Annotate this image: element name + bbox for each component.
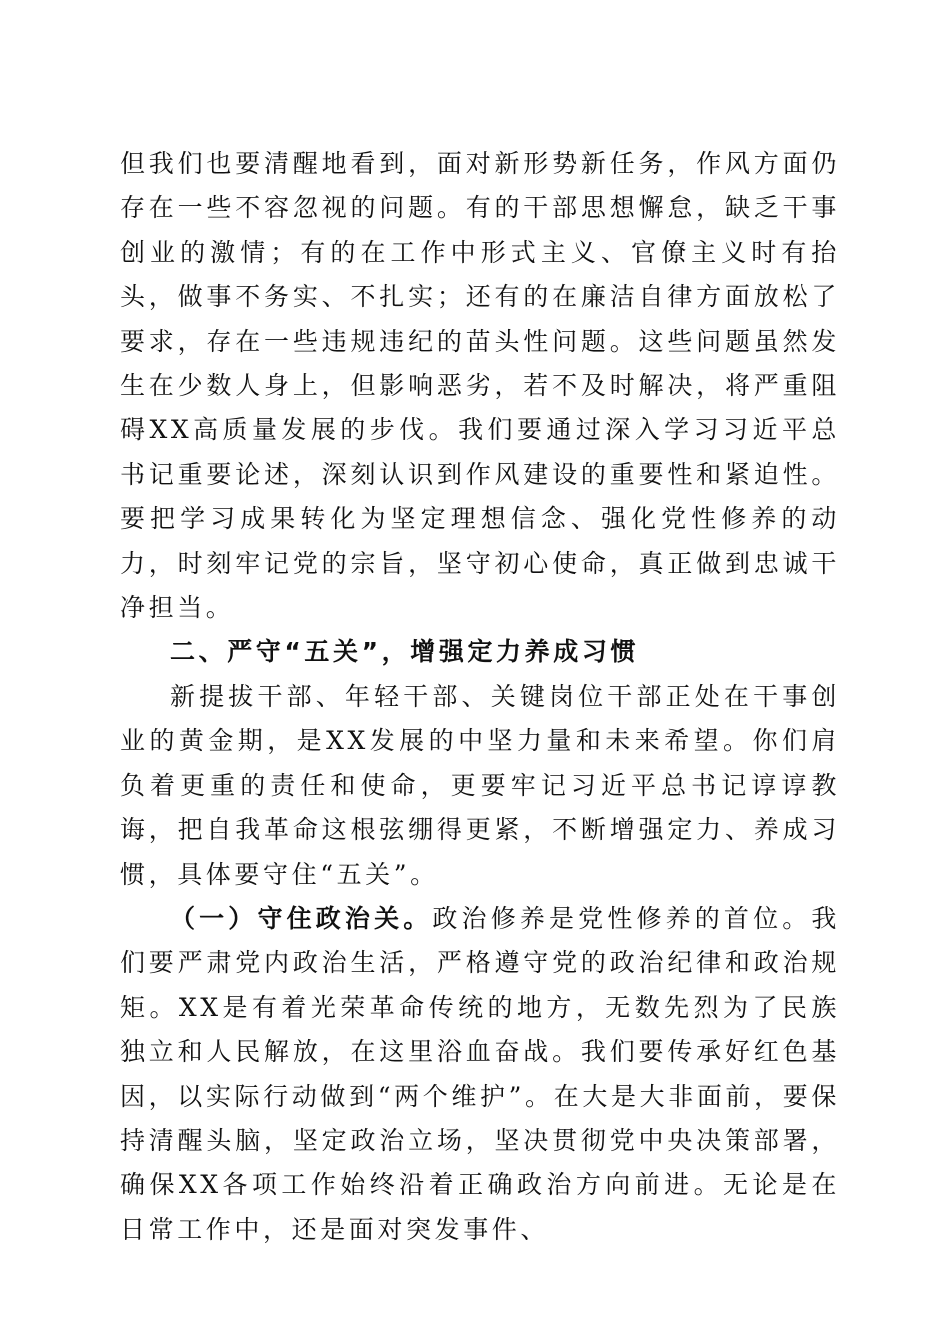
- subsection-text: 政治修养是党性修养的首位。我们要严肃党内政治生活，严格遵守党的政治纪律和政治规矩。XX是有着光荣革命传统的地方，无数先烈为了民族独立和人民解放，在这里浴血奋战。我们要传承好红色基因，以实际行动做到“两个维护”。在大是大非面前，要保持清醒头脑，坚定政治立场，坚决贯彻党中央决策部署，确保XX各项工作始终沿着正确政治方向前进。无论是在日常工作中，还是面对突发事件、: [120, 903, 840, 1244]
- document-body: [120, 142, 840, 1252]
- section-intro-paragraph: 新提拔干部、年轻干部、关键岗位干部正处在干事创业的黄金期，是XX发展的中坚力量和未来希望。你们肩负着更重的责任和使命，更要牢记习近平总书记谆谆教诲，把自我革命这根弦绷得更紧，不断增强定力、养成习惯，具体要守住“五关”。: [120, 681, 840, 889]
- subsection-lead: （一）守住政治关。: [170, 903, 433, 933]
- body-paragraph-continuation: 但我们也要清醒地看到，面对新形势新任务，作风方面仍存在一些不容忽视的问题。有的干部思想懈怠，缺乏干事创业的激情；有的在工作中形式主义、官僚主义时有抬头，做事不务实、不扎实；还有的在廉洁自律方面放松了要求，存在一些违规违纪的苗头性问题。这些问题虽然发生在少数人身上，但影响恶劣，若不及时解决，将严重阻碍XX高质量发展的步伐。我们要通过深入学习习近平总书记重要论述，深刻认识到作风建设的重要性和紧迫性。要把学习成果转化为坚定理想信念、强化党性修养的动力，时刻牢记党的宗旨，坚守初心使命，真正做到忠诚干净担当。: [120, 149, 840, 623]
- subsection-paragraph: [120, 897, 840, 1252]
- section-heading: 二、严守“五关”，增强定力养成习惯: [170, 637, 640, 667]
